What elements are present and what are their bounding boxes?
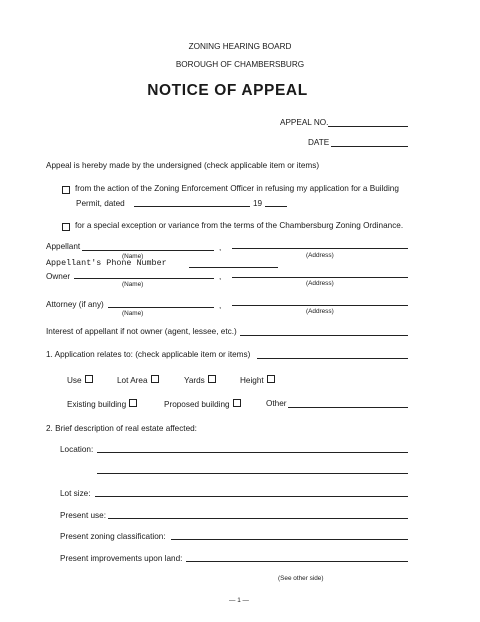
appellant-address-caption: (Address) [306, 252, 334, 259]
interest-field[interactable] [240, 335, 408, 336]
appellant-phone-label: Appellant's Phone Number [46, 258, 167, 268]
lot-size-field[interactable] [95, 496, 408, 497]
appellant-label: Appellant [46, 242, 81, 251]
permit-date-field[interactable] [134, 206, 250, 207]
appellant-name-caption: (Name) [122, 253, 144, 260]
yards-option[interactable] [184, 375, 216, 385]
location-label: Location: [60, 445, 94, 454]
comma: , [219, 301, 222, 310]
use-label: Use [67, 376, 82, 385]
option-special-exception-checkbox[interactable] [62, 223, 70, 231]
proposed-building-checkbox[interactable] [233, 399, 241, 407]
owner-address-caption: (Address) [306, 280, 334, 287]
proposed-building-option[interactable] [164, 399, 241, 409]
owner-label: Owner [46, 272, 71, 281]
lot-area-checkbox[interactable] [151, 375, 159, 383]
comma: , [219, 272, 222, 281]
zoning-classification-field[interactable] [171, 539, 408, 540]
improvements-field[interactable] [186, 561, 408, 562]
height-option[interactable] [240, 375, 275, 385]
section2-heading: 2. Brief description of real estate affected: [46, 424, 197, 433]
improvements-label: Present improvements upon land: [60, 554, 183, 563]
date-field[interactable] [331, 146, 408, 147]
other-field[interactable] [288, 407, 408, 408]
lot-area-option[interactable] [117, 375, 159, 385]
location-field-continued[interactable] [97, 473, 408, 474]
appeal-no-label: APPEAL NO. [280, 118, 329, 127]
owner-name-caption: (Name) [122, 281, 144, 288]
appeal-no-field[interactable] [328, 126, 408, 127]
document-title: NOTICE OF APPEAL [147, 82, 308, 99]
owner-address-field[interactable] [232, 277, 408, 278]
other-label: Other [266, 399, 287, 408]
borough-name: BOROUGH OF CHAMBERSBURG [175, 60, 305, 69]
attorney-label: Attorney (if any) [46, 300, 104, 309]
section1-field[interactable] [257, 358, 408, 359]
present-use-label: Present use: [60, 511, 106, 520]
board-name: ZONING HEARING BOARD [188, 42, 292, 51]
zoning-classification-label: Present zoning classification: [60, 532, 166, 541]
existing-building-checkbox[interactable] [129, 399, 137, 407]
interest-label: Interest of appellant if not owner (agent, lessee, etc.) [46, 327, 237, 336]
intro-text: Appeal is hereby made by the undersigned (check applicable item or items) [46, 161, 320, 170]
existing-building-option[interactable] [67, 399, 137, 409]
see-other-side-note: (See other side) [278, 575, 324, 582]
option-refusal-text: from the action of the Zoning Enforcement Officer in refusing my application for a Building [75, 184, 399, 193]
height-checkbox[interactable] [267, 375, 275, 383]
section1-heading: 1. Application relates to: (check applicable item or items) [46, 350, 251, 359]
option-special-exception-text: for a special exception or variance from the terms of the Chambersburg Zoning Ordinance. [75, 221, 404, 230]
lot-area-label: Lot Area [117, 376, 148, 385]
attorney-name-field[interactable] [108, 307, 214, 308]
attorney-address-field[interactable] [232, 305, 408, 306]
yards-checkbox[interactable] [208, 375, 216, 383]
location-field[interactable] [97, 452, 408, 453]
proposed-building-label: Proposed building [164, 400, 230, 409]
appellant-phone-field[interactable] [189, 267, 278, 268]
appellant-address-field[interactable] [232, 248, 408, 249]
existing-building-label: Existing building [67, 400, 127, 409]
year-field[interactable] [265, 206, 287, 207]
date-label: DATE [308, 138, 330, 147]
owner-name-field[interactable] [74, 278, 214, 279]
permit-dated-label: Permit, dated [76, 199, 125, 208]
height-label: Height [240, 376, 264, 385]
attorney-name-caption: (Name) [122, 310, 144, 317]
attorney-address-caption: (Address) [306, 308, 334, 315]
page-number: — 1 — [229, 597, 249, 604]
use-option[interactable] [67, 375, 93, 385]
present-use-field[interactable] [108, 518, 408, 519]
year-label: 19 [253, 199, 263, 208]
yards-label: Yards [184, 376, 205, 385]
appellant-name-field[interactable] [82, 250, 214, 251]
comma: , [219, 243, 222, 252]
option-refusal-checkbox[interactable] [62, 186, 70, 194]
lot-size-label: Lot size: [60, 489, 91, 498]
use-checkbox[interactable] [85, 375, 93, 383]
